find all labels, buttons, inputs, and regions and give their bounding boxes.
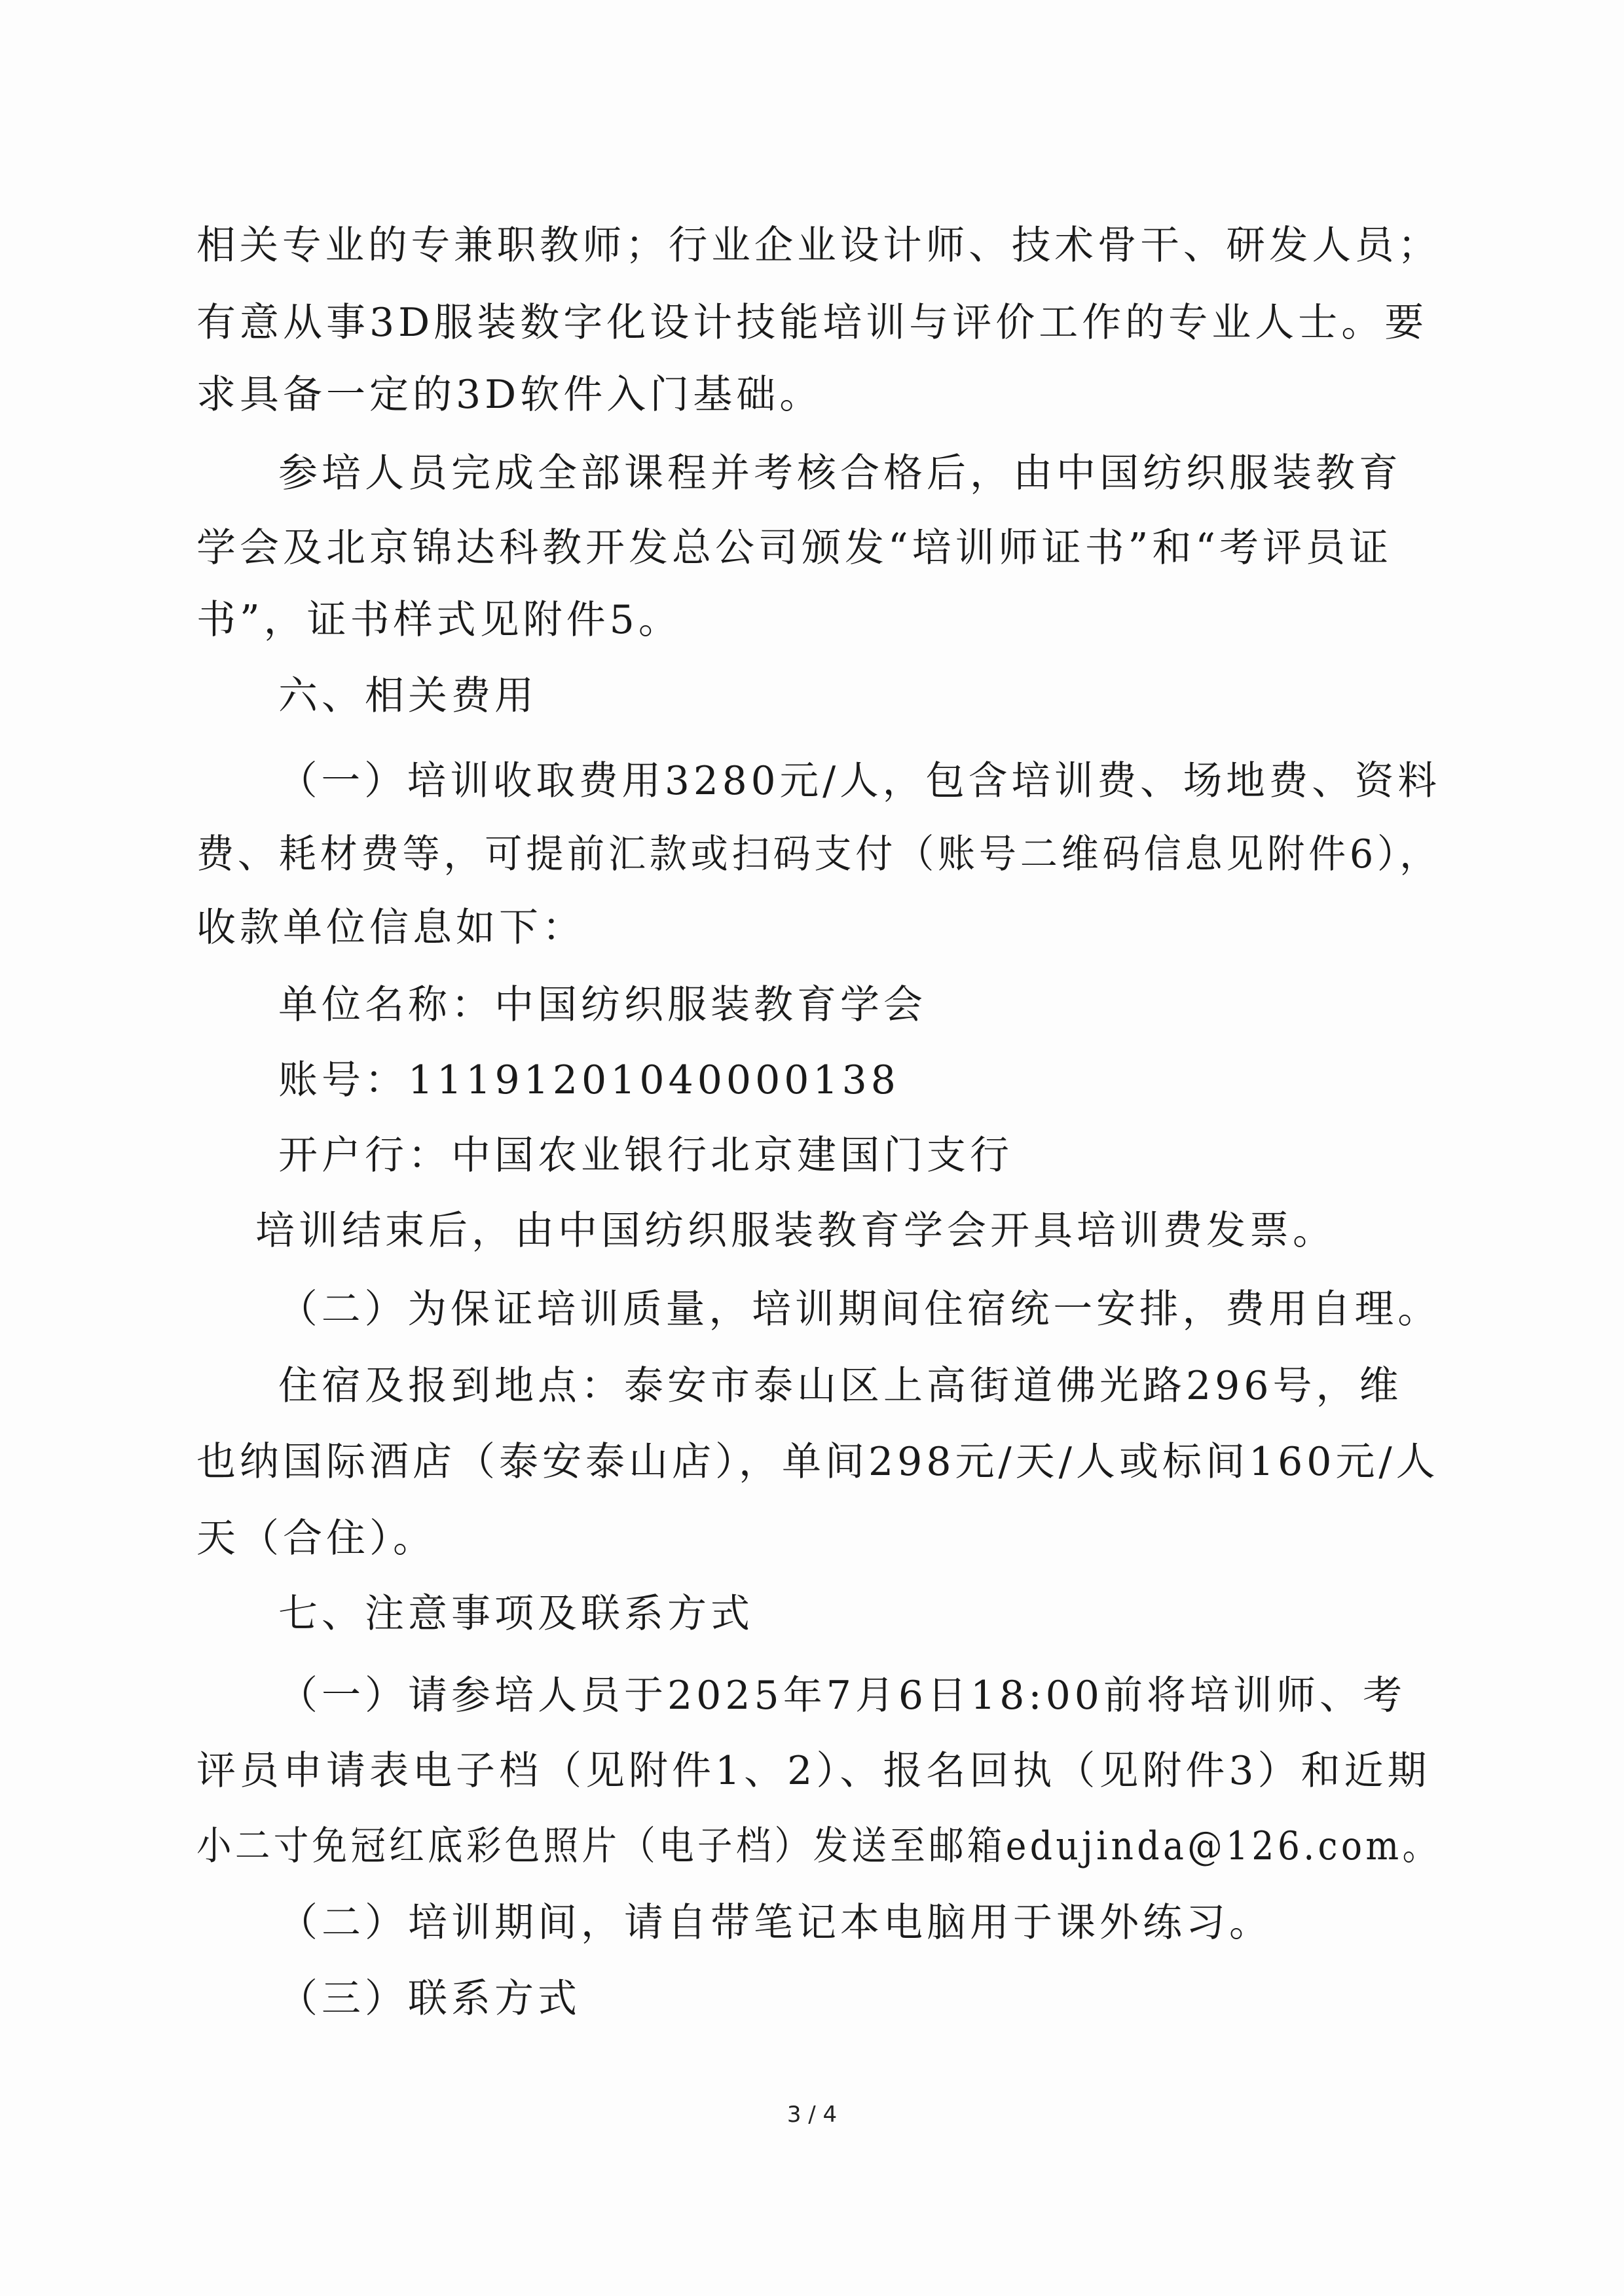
text-line: 评员申请表电子档（见附件1、2）、报名回执（见附件3）和近期	[196, 1748, 1431, 1794]
text-line: 相关专业的专兼职教师；行业企业设计师、技术骨干、研发人员；	[196, 223, 1441, 268]
text-line: （二）为保证培训质量，培训期间住宿统一安排，费用自理。	[278, 1286, 1441, 1332]
text-line: 也纳国际酒店（泰安泰山店），单间298元/天/人或标间160元/人	[196, 1439, 1439, 1485]
text-line: 学会及北京锦达科教开发总公司颁发“培训师证书”和“考评员证	[196, 525, 1393, 571]
text-line: 小二寸免冠红底彩色照片（电子档）发送至邮箱edujinda@126.com。	[196, 1823, 1441, 1869]
text-line: 住宿及报到地点：泰安市泰山区上高街道佛光路296号，维	[278, 1363, 1403, 1409]
text-line: 开户行：中国农业银行北京建国门支行	[278, 1133, 1013, 1178]
text-line: 培训结束后，由中国纺织服装教育学会开具培训费发票。	[255, 1208, 1336, 1254]
text-line: （一）请参培人员于2025年7月6日18:00前将培训师、考	[278, 1673, 1406, 1719]
text-line: 书”，证书样式见附件5。	[196, 597, 682, 643]
text-line: 天（合住）。	[196, 1516, 436, 1561]
text-line: （二）培训期间，请自带笔记本电脑用于课外练习。	[278, 1900, 1272, 1946]
section-heading: 六、相关费用	[278, 673, 538, 719]
page-number: 3 / 4	[786, 2102, 838, 2128]
text-line: （一）培训收取费用3280元/人，包含培训费、场地费、资料	[278, 758, 1441, 804]
text-line: 有意从事3D服装数字化设计技能培训与评价工作的专业人士。要	[196, 300, 1428, 346]
section-heading: 七、注意事项及联系方式	[278, 1591, 754, 1637]
text-line: （三）联系方式	[278, 1976, 581, 2022]
text-line: 收款单位信息如下：	[196, 905, 585, 951]
text-line: 费、耗材费等，可提前汇款或扫码支付（账号二维码信息见附件6），	[196, 831, 1441, 877]
text-line: 求具备一定的3D软件入门基础。	[196, 372, 823, 418]
text-line: 单位名称：中国纺织服装教育学会	[278, 982, 927, 1028]
text-line: 账号：11191201040000138	[278, 1057, 900, 1103]
text-line: 参培人员完成全部课程并考核合格后，由中国纺织服装教育	[278, 450, 1402, 496]
